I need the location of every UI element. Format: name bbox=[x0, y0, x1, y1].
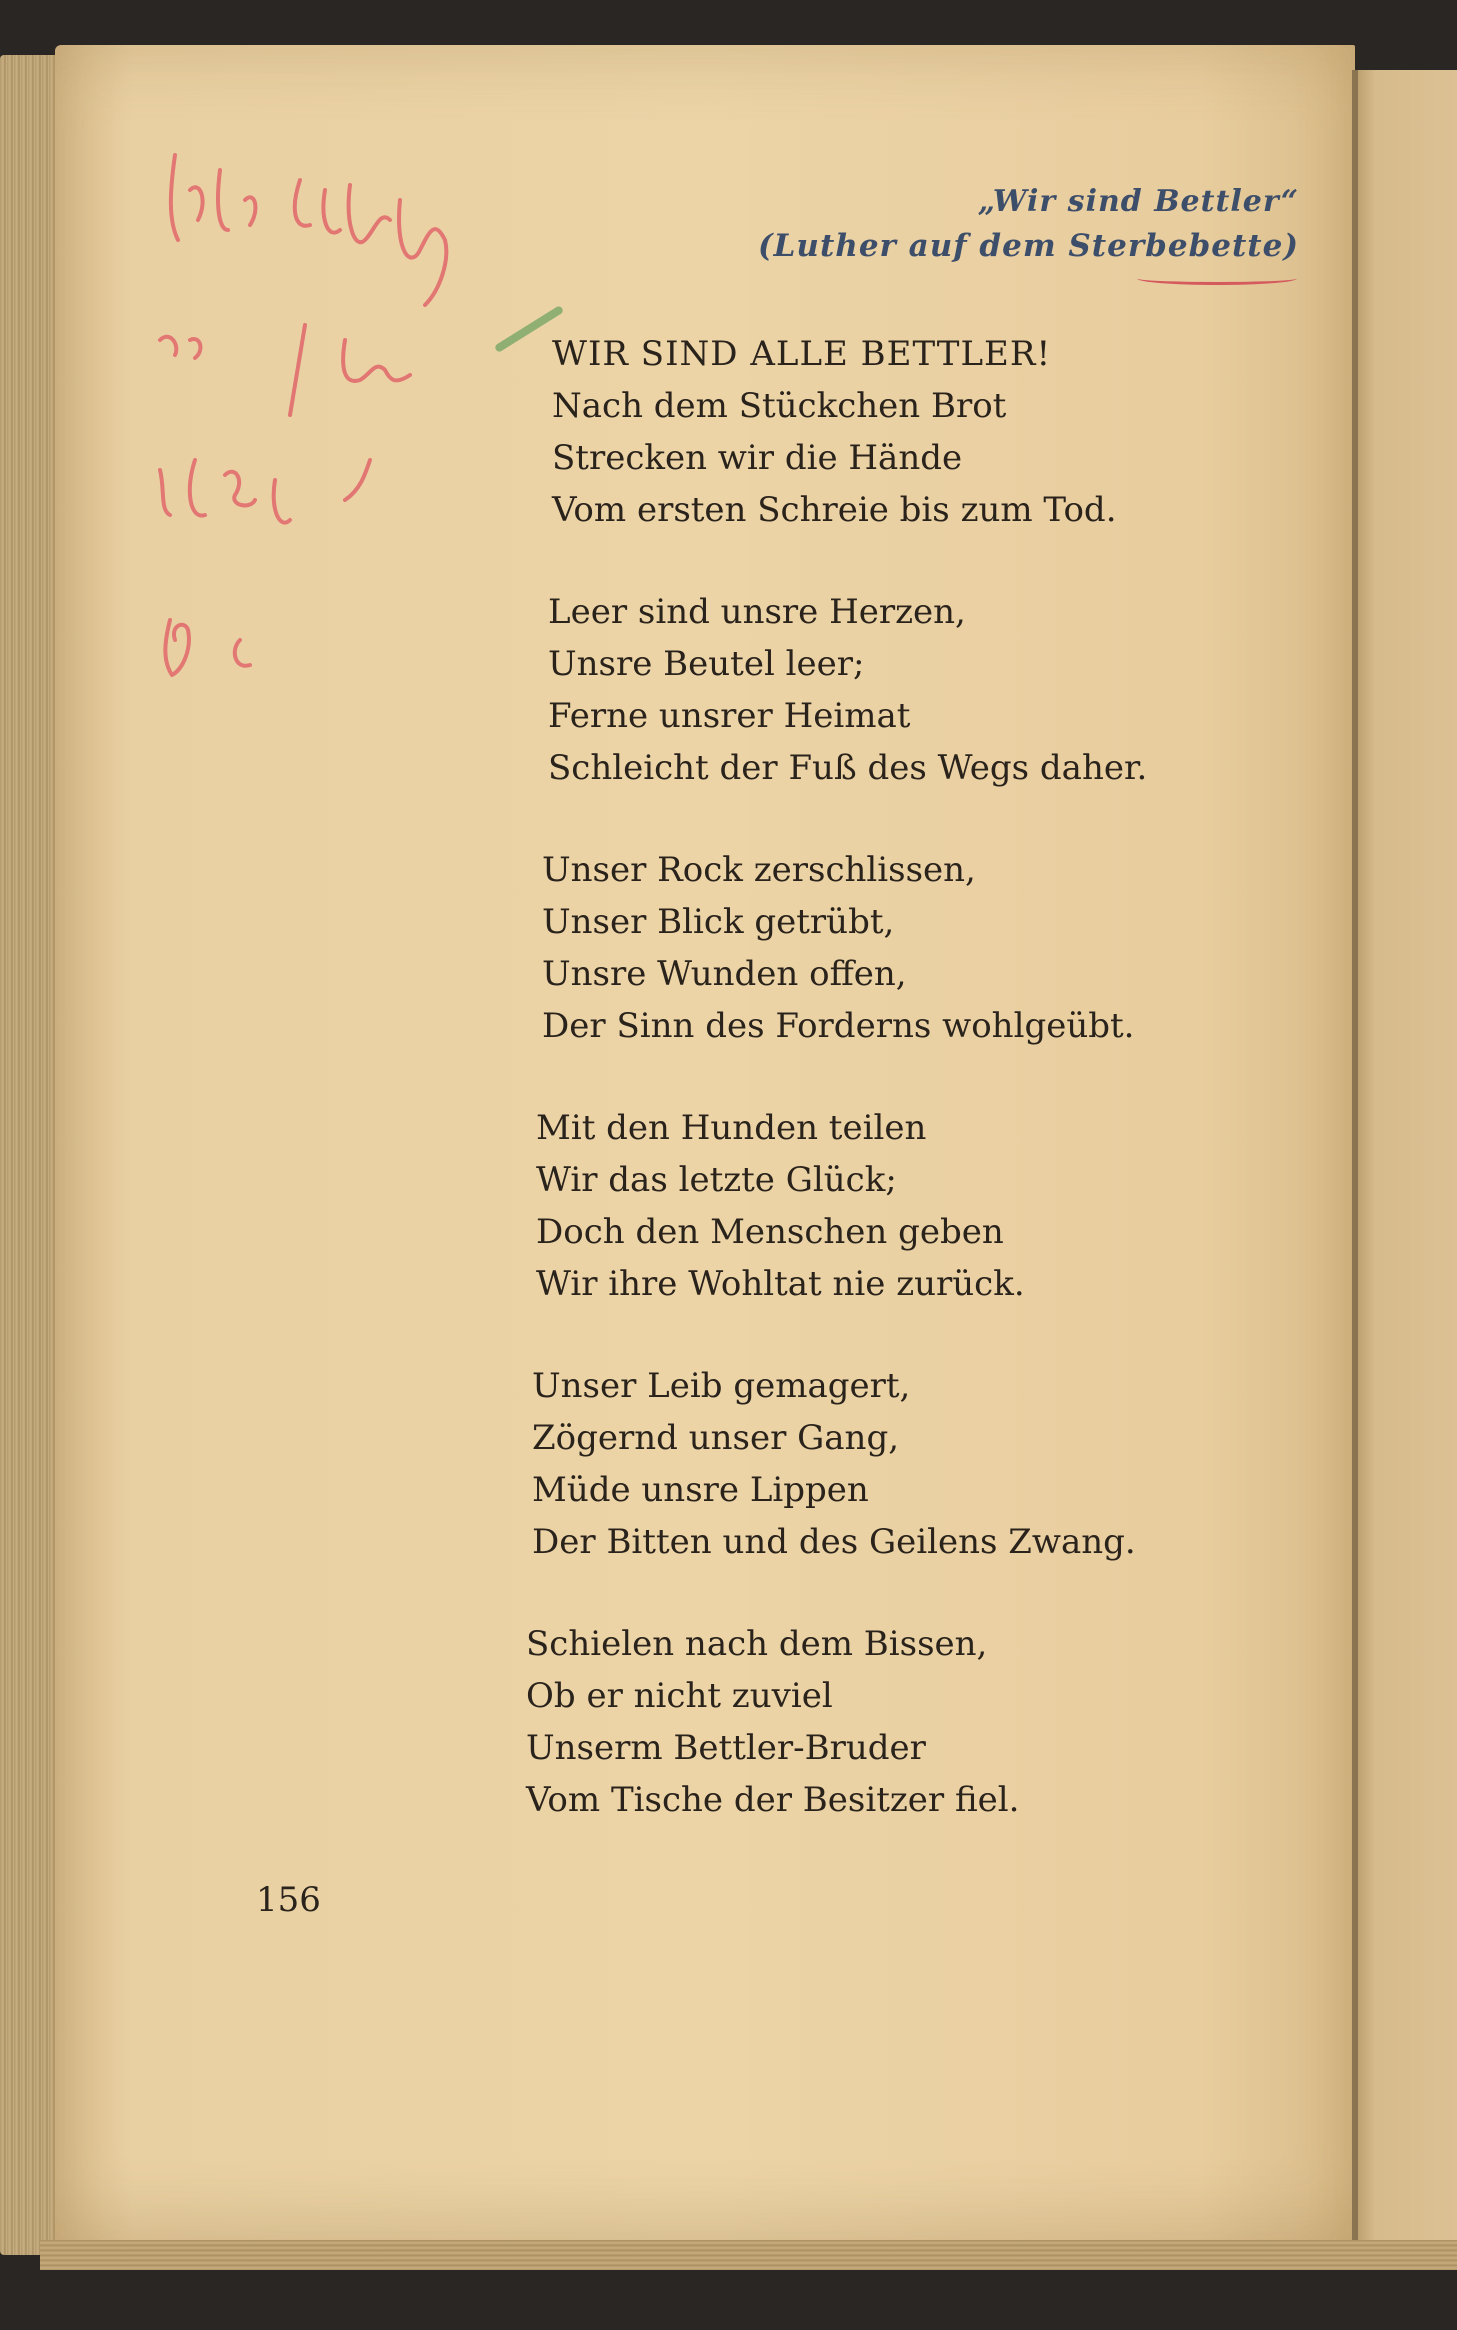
poem-line: Zögernd unser Gang, bbox=[532, 1418, 900, 1458]
poem-line: Der Sinn des Forderns wohlgeübt. bbox=[542, 1006, 1135, 1046]
facing-page-edge bbox=[1355, 70, 1457, 2250]
stanza-4 bbox=[536, 1102, 1147, 1310]
poem-line: Unsre Wunden offen, bbox=[542, 954, 907, 994]
header-title: „Wir sind Bettler“ bbox=[977, 184, 1299, 219]
stanza-1 bbox=[552, 328, 1147, 536]
stanza-3 bbox=[542, 844, 1147, 1052]
poem-line: Schielen nach dem Bissen, bbox=[526, 1624, 988, 1664]
poem-line: Unser Blick getrübt, bbox=[542, 902, 895, 942]
poem-line: Schleicht der Fuß des Wegs daher. bbox=[548, 748, 1148, 788]
page-number: 156 bbox=[256, 1880, 321, 1920]
poem-line: Ferne unsrer Heimat bbox=[548, 696, 911, 736]
poem-line: Unser Leib gemagert, bbox=[532, 1366, 911, 1406]
poem-line: Müde unsre Lippen bbox=[532, 1470, 869, 1510]
book-page-edges-bottom bbox=[40, 2240, 1457, 2270]
poem-line: Unserm Bettler-Bruder bbox=[526, 1728, 926, 1768]
poem-line: Wir das letzte Glück; bbox=[536, 1160, 897, 1200]
stanza-5 bbox=[532, 1360, 1147, 1568]
poem-line: Unsre Beutel leer; bbox=[548, 644, 865, 684]
poem-body bbox=[520, 328, 1147, 1876]
poem-line: Vom Tische der Besitzer fiel. bbox=[526, 1780, 1020, 1820]
poem-line: Vom ersten Schreie bis zum Tod. bbox=[552, 490, 1117, 530]
poem-line: Leer sind unsre Herzen, bbox=[548, 592, 966, 632]
poem-line: Unser Rock zerschlissen, bbox=[542, 850, 976, 890]
stanza-6 bbox=[526, 1618, 1147, 1826]
poem-line: WIR SIND ALLE BETTLER! bbox=[552, 334, 1052, 374]
handwritten-margin-notes bbox=[150, 130, 530, 730]
stanza-2 bbox=[548, 586, 1147, 794]
poem-line: Ob er nicht zuviel bbox=[526, 1676, 833, 1716]
book-gutter bbox=[1352, 70, 1358, 2250]
poem-line: Der Bitten und des Geilens Zwang. bbox=[532, 1522, 1136, 1562]
book-page-edges-left bbox=[0, 55, 62, 2255]
poem-line: Doch den Menschen geben bbox=[536, 1212, 1004, 1252]
red-pencil-underline bbox=[1137, 272, 1297, 285]
running-header bbox=[758, 180, 1299, 268]
poem-line: Strecken wir die Hände bbox=[552, 438, 963, 478]
poem-line: Nach dem Stückchen Brot bbox=[552, 386, 1007, 426]
poem-line: Wir ihre Wohltat nie zurück. bbox=[536, 1264, 1025, 1304]
poem-line: Mit den Hunden teilen bbox=[536, 1108, 927, 1148]
header-subtitle: (Luther auf dem Sterbebette) bbox=[757, 228, 1299, 264]
